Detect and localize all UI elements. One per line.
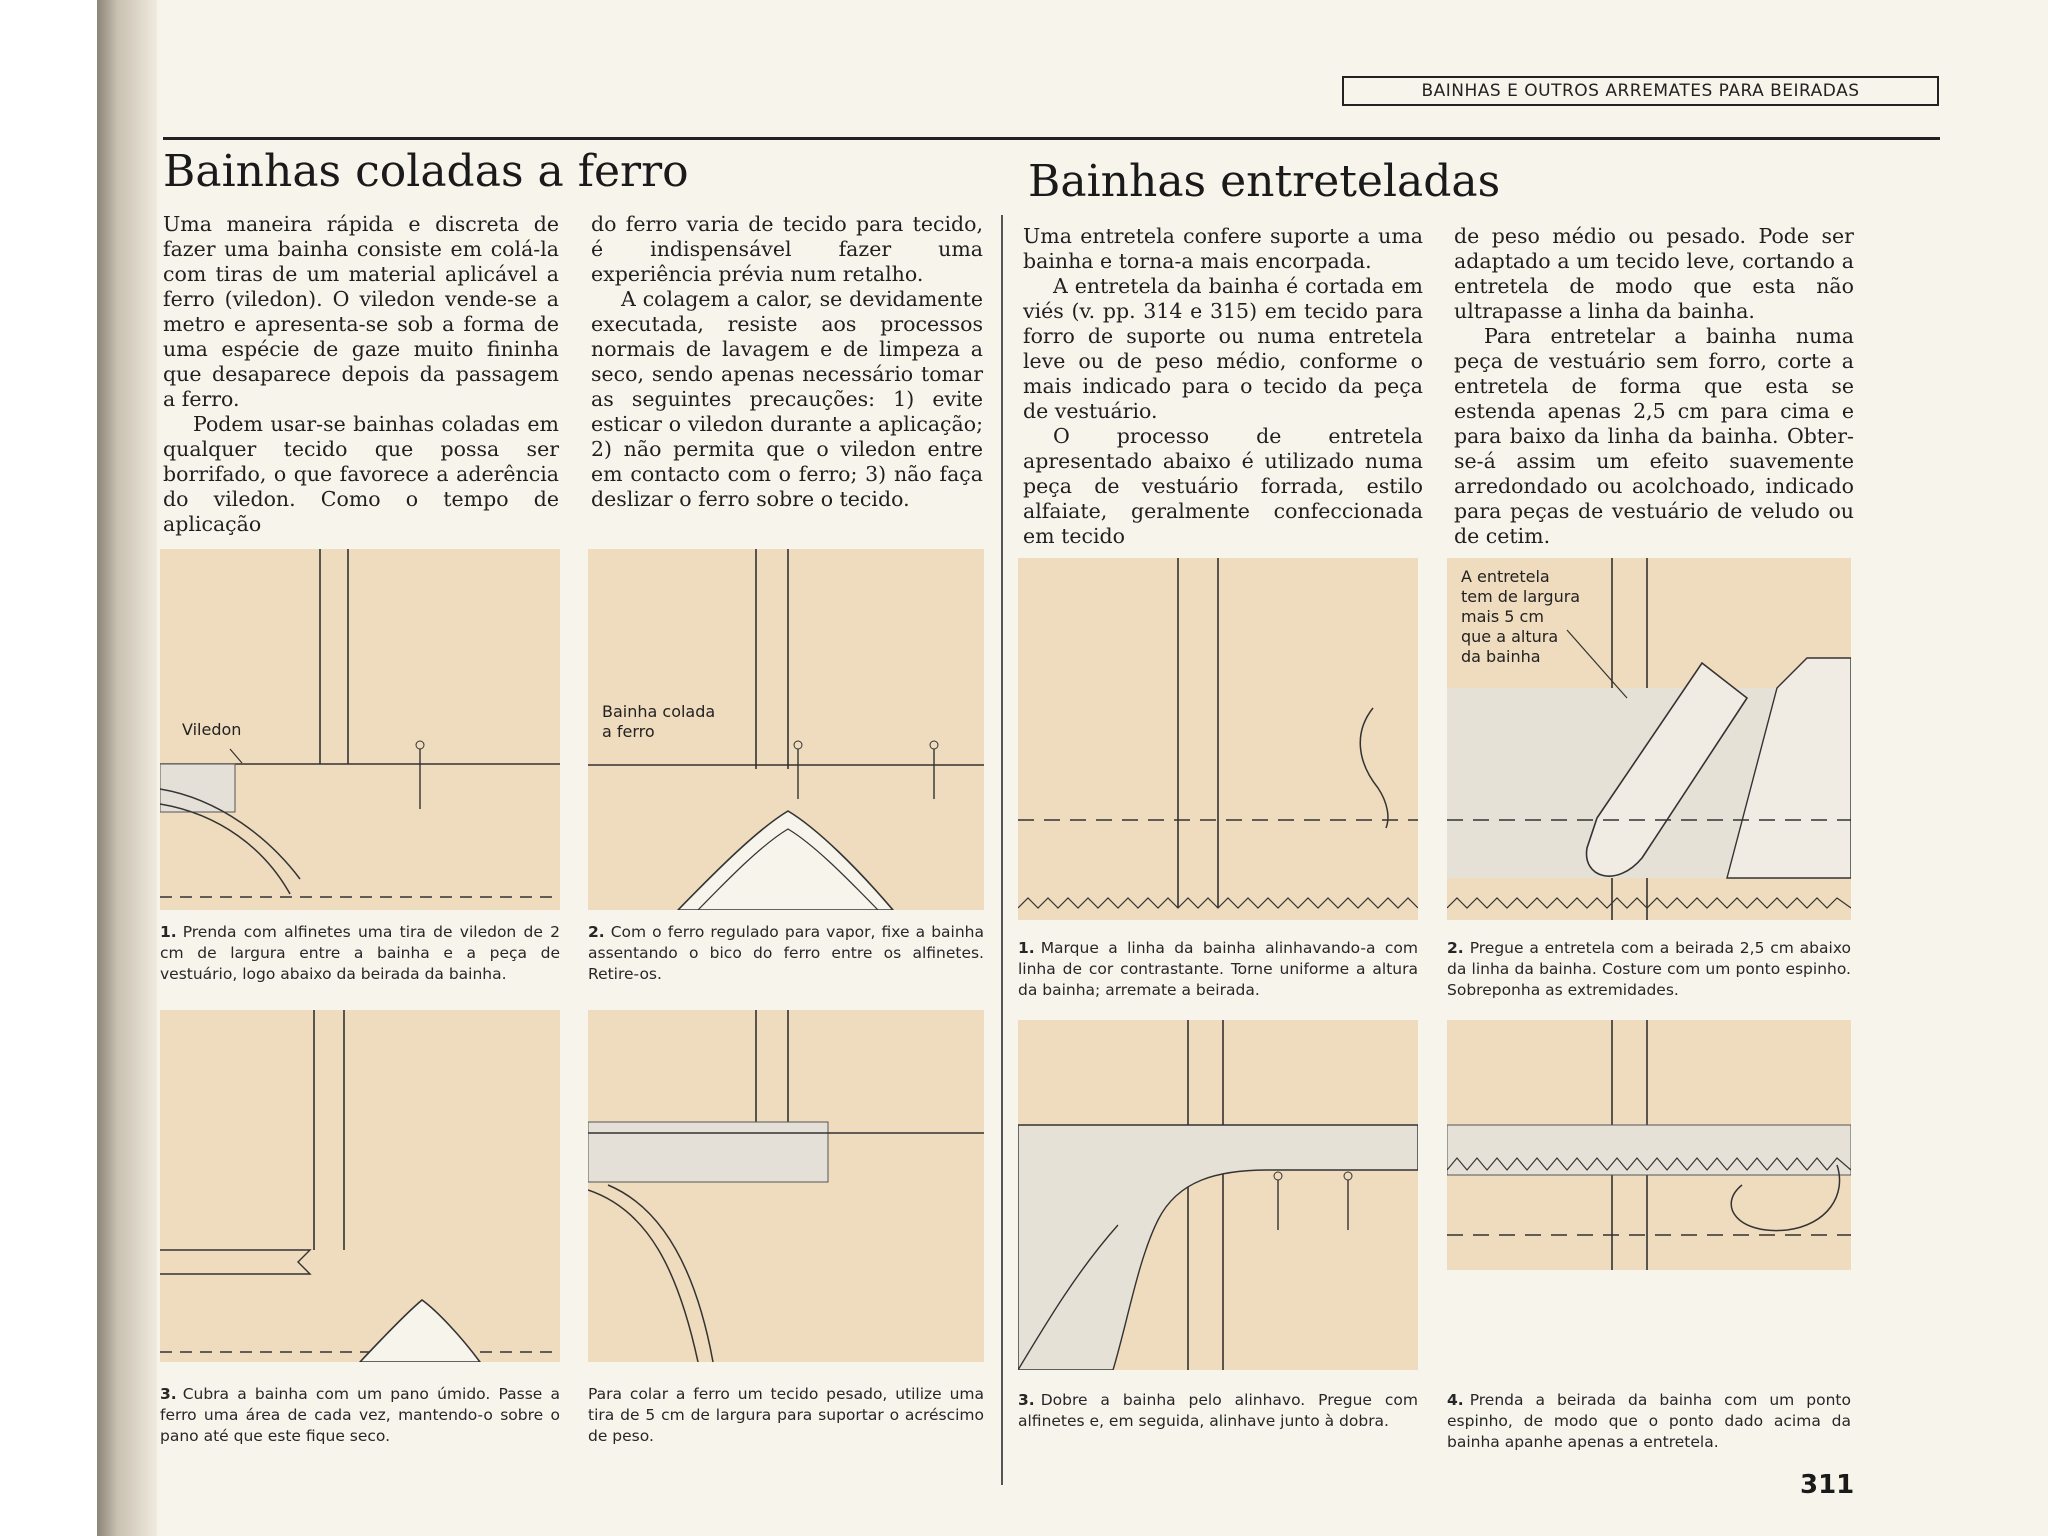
figure-left-3-drawing <box>160 1010 560 1362</box>
caption-right-1-number: 1. <box>1018 939 1035 957</box>
caption-right-2 <box>1447 938 1851 1001</box>
figure-left-4 <box>588 1010 984 1362</box>
caption-left-3 <box>160 1384 560 1447</box>
left-col1-para-1: Uma maneira rápida e discreta de fazer uma bainha consiste em colá-la com tiras de um material aplicável a ferro (viledon). O viledon vende-se a metro e apresenta-se sob a forma de uma espécie de gaze muito fininha que desaparece depois da passagem a ferro. <box>163 212 559 411</box>
fig-right-2-label-line3: mais 5 cm <box>1461 607 1544 626</box>
right-col2-para-1: de peso médio ou pesado. Pode ser adaptado a um tecido leve, cortando a entretela de modo que esta não ultrapasse a linha da bainha. <box>1454 224 1854 323</box>
caption-right-4 <box>1447 1390 1851 1453</box>
figure-left-3 <box>160 1010 560 1362</box>
left-col1-para-2: Podem usar-se bainhas coladas em qualquer tecido que possa ser borrifado, o que favorece a aderência do viledon. Como o tempo de aplicação <box>163 412 559 536</box>
caption-left-1-number: 1. <box>160 923 177 941</box>
right-col1-para-3: O processo de entretela apresentado abaixo é utilizado numa peça de vestuário forrada, estilo alfaiate, geralmente confeccionada em tecido <box>1023 424 1423 548</box>
figure-left-1 <box>160 549 560 910</box>
caption-right-2-number: 2. <box>1447 939 1464 957</box>
fig-left-1-label: Viledon <box>182 720 242 739</box>
figure-left-1-drawing <box>160 549 560 910</box>
caption-right-1 <box>1018 938 1418 1001</box>
fig-right-2-label-line5: da bainha <box>1461 647 1541 666</box>
page-gutter-shadow <box>97 0 157 1536</box>
figure-right-3 <box>1018 1020 1418 1370</box>
fig-left-2-label-line2: a ferro <box>602 722 655 741</box>
top-rule <box>163 137 1940 140</box>
caption-left-4-text: Para colar a ferro um tecido pesado, utilize uma tira de 5 cm de largura para suportar o acréscimo de peso. <box>588 1385 984 1445</box>
caption-right-3 <box>1018 1390 1418 1432</box>
figure-left-4-drawing <box>588 1010 984 1362</box>
caption-right-1-text: Marque a linha da bainha alinhavando-a com linha de cor contrastante. Torne uniforme a altura da bainha; arremate a beirada. <box>1018 939 1418 999</box>
fig-right-2-label-line2: tem de largura <box>1461 587 1581 606</box>
right-text-col2 <box>1454 224 1854 549</box>
section-title-left: Bainhas coladas a ferro <box>163 146 689 197</box>
caption-left-2-number: 2. <box>588 923 605 941</box>
right-col1-para-1: Uma entretela confere suporte a uma bainha e torna-a mais encorpada. <box>1023 224 1423 273</box>
figure-right-1 <box>1018 558 1418 920</box>
left-col2-para-1: do ferro varia de tecido para tecido, é indispensável fazer uma experiência prévia num retalho. <box>591 212 983 286</box>
fig-right-2-label-line4: que a altura <box>1461 627 1559 646</box>
figure-right-2 <box>1447 558 1851 920</box>
right-text-col1 <box>1023 224 1423 549</box>
caption-left-1-text: Prenda com alfinetes uma tira de viledon de 2 cm de largura entre a bainha e a peça de vestuário, logo abaixo da beirada da bainha. <box>160 923 560 983</box>
figure-right-3-drawing <box>1018 1020 1418 1370</box>
caption-left-2-text: Com o ferro regulado para vapor, fixe a bainha assentando o bico do ferro entre os alfinetes. Retire-os. <box>588 923 984 983</box>
figure-right-1-drawing <box>1018 558 1418 920</box>
caption-left-1 <box>160 922 560 985</box>
right-col2-para-2: Para entretelar a bainha numa peça de vestuário sem forro, corte a entretela de forma que esta se estenda apenas 2,5 cm para cima e para baixo da linha da bainha. Obter-se-á assim um efeito suavemente arredondado ou acolchoado, indicado para peças de vestuário de veludo ou de cetim. <box>1454 324 1854 548</box>
figure-right-4 <box>1447 1020 1851 1270</box>
caption-left-2 <box>588 922 984 985</box>
caption-right-3-text: Dobre a bainha pelo alinhavo. Pregue com alfinetes e, em seguida, alinhave junto à dobra. <box>1018 1391 1418 1430</box>
left-col2-para-2: A colagem a calor, se devidamente executada, resiste aos processos normais de lavagem e de limpeza a seco, sendo apenas necessário tomar as seguintes precauções: 1) evite esticar o viledon durante a aplicação; 2) não permita que o viledon entre em contacto com o ferro; 3) não faça deslizar o ferro sobre o tecido. <box>591 287 983 511</box>
left-text-col1 <box>163 212 559 537</box>
fig-right-2-label-line1: A entretela <box>1461 567 1550 586</box>
figure-left-2 <box>588 549 984 910</box>
figure-left-2-drawing <box>588 549 984 910</box>
caption-right-4-number: 4. <box>1447 1391 1464 1409</box>
page-number: 311 <box>1800 1470 1855 1500</box>
caption-right-2-text: Pregue a entretela com a beirada 2,5 cm abaixo da linha da bainha. Costure com um ponto espinho. Sobreponha as extremidades. <box>1447 939 1851 999</box>
left-text-col2 <box>591 212 983 512</box>
figure-right-4-drawing <box>1447 1020 1851 1270</box>
caption-left-3-number: 3. <box>160 1385 177 1403</box>
section-title-right: Bainhas entreteladas <box>1028 156 1501 207</box>
caption-right-4-text: Prenda a beirada da bainha com um ponto espinho, de modo que o ponto dado acima da bainha apanhe apenas a entretela. <box>1447 1391 1851 1451</box>
column-divider <box>1001 215 1003 1485</box>
figure-right-2-drawing <box>1447 558 1851 920</box>
caption-left-3-text: Cubra a bainha com um pano úmido. Passe a ferro uma área de cada vez, mantendo-o sobre o pano até que este fique seco. <box>160 1385 560 1445</box>
book-page <box>97 0 2048 1536</box>
caption-left-4 <box>588 1384 984 1447</box>
right-col1-para-2: A entretela da bainha é cortada em viés (v. pp. 314 e 315) em tecido para forro de suporte ou numa entretela leve ou de peso médio, conforme o mais indicado para o tecido da peça de vestuário. <box>1023 274 1423 423</box>
caption-right-3-number: 3. <box>1018 1391 1035 1409</box>
running-header: BAINHAS E OUTROS ARREMATES PARA BEIRADAS <box>1342 76 1939 106</box>
fig-left-2-label-line1: Bainha colada <box>602 702 716 721</box>
